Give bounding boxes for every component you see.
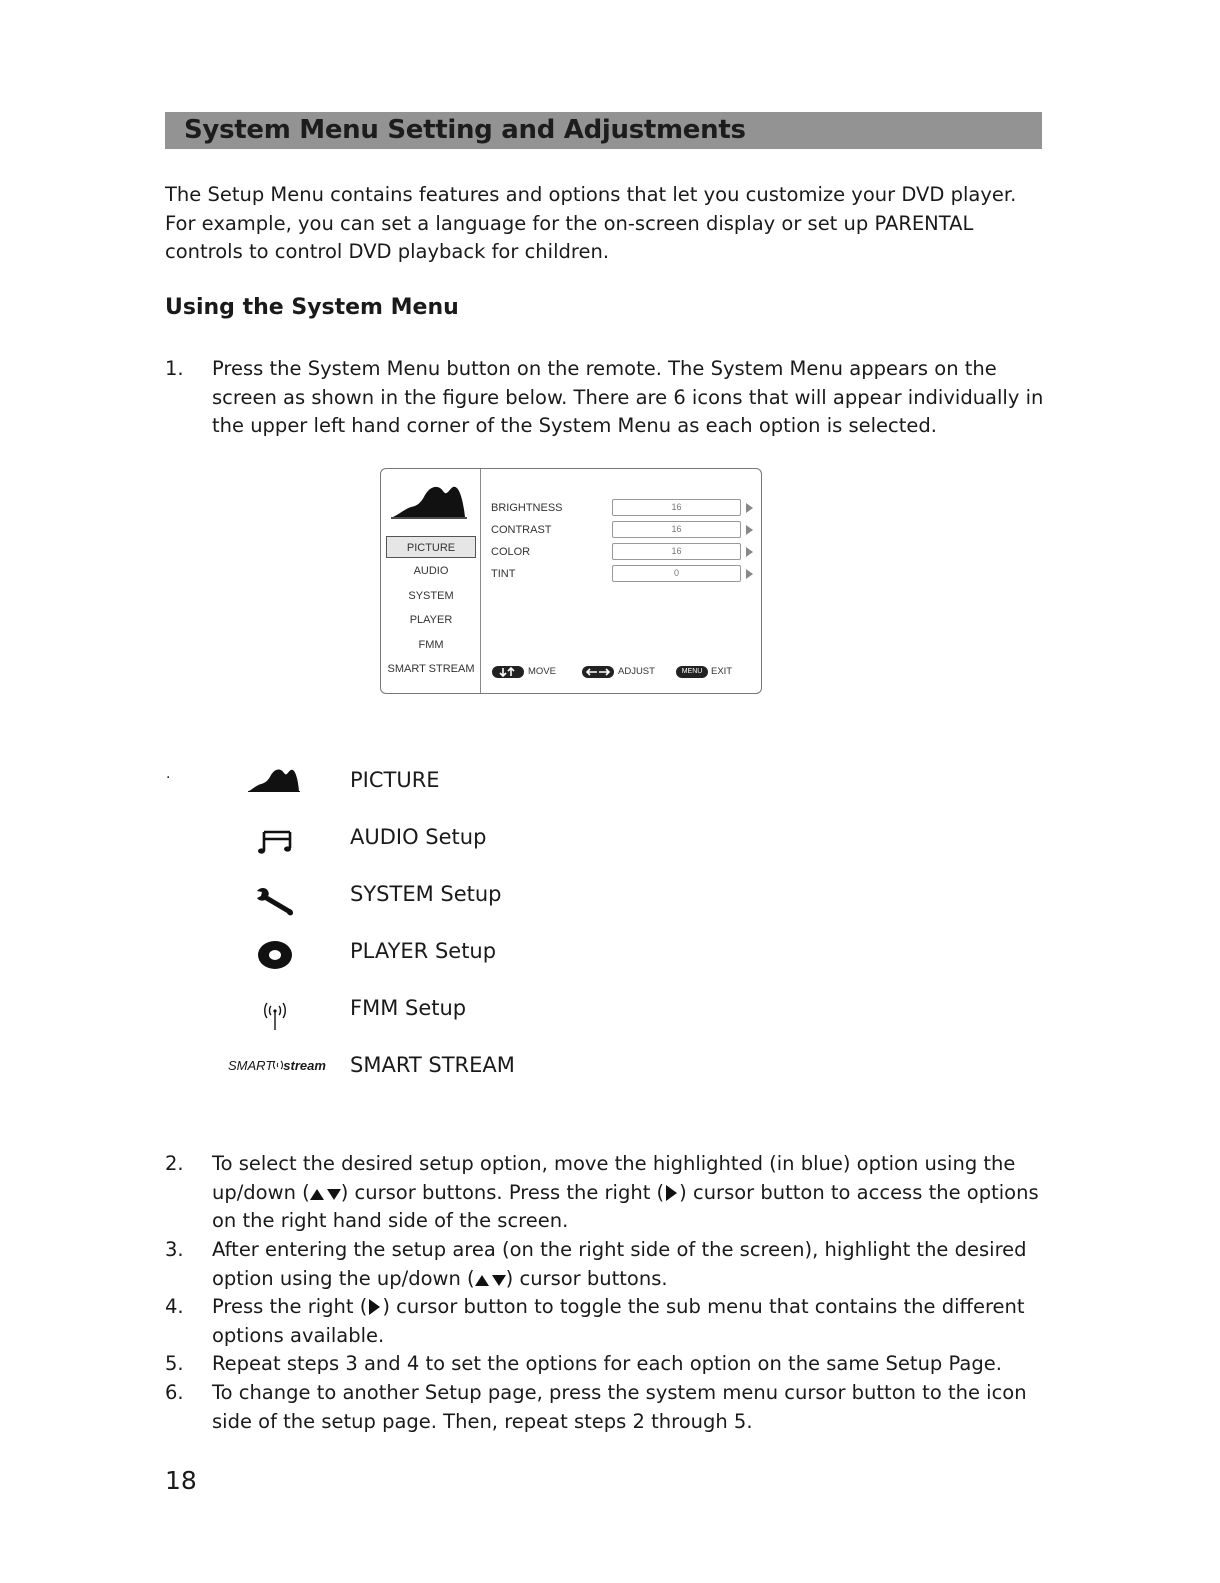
step-number: 1. [165, 357, 184, 380]
picture-icon [391, 479, 467, 519]
step-number: 6. [165, 1381, 184, 1404]
osd-hint-move: MOVE [528, 666, 556, 677]
step-text: After entering the setup area (on the right side of the screen), highlight the desired option using the up/down ( ) cursor buttons. [212, 1238, 1027, 1290]
right-arrow-icon [666, 1185, 677, 1201]
osd-setting-contrast: CONTRAST [491, 524, 552, 536]
legend-label: FMM Setup [350, 996, 467, 1020]
disc-icon [257, 940, 293, 970]
osd-menu-fmm: FMM [418, 639, 444, 651]
logo-text-stream: stream [283, 1058, 326, 1073]
legend-label: AUDIO Setup [350, 825, 487, 849]
step-number: 3. [165, 1238, 184, 1261]
fmm-antenna-icon [262, 999, 288, 1031]
audio-icon [258, 829, 294, 855]
osd-divider [480, 469, 481, 693]
osd-value-color: 16 [612, 543, 741, 560]
osd-hint-adjust: ADJUST [618, 666, 655, 677]
section-title-bar [165, 112, 1042, 149]
signal-icon [273, 1059, 283, 1071]
menu-key-badge: MENU [676, 666, 708, 678]
step-number: 4. [165, 1295, 184, 1318]
up-arrow-icon [475, 1275, 489, 1286]
step-text: To select the desired setup option, move the highlighted (in blue) option using the up/down ( ) cursor buttons. Press the right ( ) cursor button to access the options on the right hand side of the screen. [212, 1152, 1039, 1233]
up-arrow-icon [310, 1189, 324, 1200]
legend-label: PICTURE [350, 768, 440, 792]
intro-paragraph: The Setup Menu contains features and options that let you customize your DVD player. For example, you can set a language for the on-screen display or set up PARENTAL controls to control DVD playback for children. [165, 183, 1017, 263]
step-text: Press the right ( ) cursor button to toggle the sub menu that contains the different options available. [212, 1295, 1025, 1347]
osd-value-tint: 0 [612, 565, 741, 582]
step-text: Press the System Menu button on the remote. The System Menu appears on the screen as shown in the figure below. There are 6 icons that will appear individually in the upper left hand corner of the System Menu as each option is selected. [212, 357, 1044, 438]
osd-menu-player: PLAYER [409, 614, 453, 626]
right-arrow-icon [746, 569, 753, 579]
stray-dot: . [166, 766, 171, 782]
right-arrow-icon [746, 503, 753, 513]
osd-menu-audio: AUDIO [413, 565, 449, 577]
right-arrow-icon [746, 525, 753, 535]
osd-menu-smart-stream: SMART STREAM [387, 663, 475, 675]
page-title: System Menu Setting and Adjustments [184, 115, 746, 145]
legend-label: SMART STREAM [350, 1053, 515, 1077]
osd-hint-exit: EXIT [711, 666, 733, 677]
down-arrow-icon [327, 1189, 341, 1200]
osd-setting-color: COLOR [491, 546, 531, 558]
osd-value-contrast: 16 [612, 521, 741, 538]
wrench-icon [254, 886, 296, 916]
osd-menu-system: SYSTEM [408, 590, 454, 602]
osd-menu-picture: PICTURE [386, 536, 476, 558]
osd-setting-tint: TINT [491, 568, 516, 580]
legend-label: PLAYER Setup [350, 939, 497, 963]
page-number: 18 [165, 1466, 197, 1495]
step-text: Repeat steps 3 and 4 to set the options for each option on the same Setup Page. [212, 1352, 1002, 1375]
smart-stream-logo [228, 1058, 326, 1073]
system-menu-figure [380, 468, 762, 694]
legend-label: SYSTEM Setup [350, 882, 502, 906]
step-number: 5. [165, 1352, 184, 1375]
right-arrow-icon [746, 547, 753, 557]
step-text: To change to another Setup page, press the system menu cursor button to the icon side of the setup page. Then, repeat steps 2 through 5. [212, 1381, 1027, 1433]
left-right-keys-icon [582, 666, 614, 678]
picture-icon [248, 766, 300, 792]
step-number: 2. [165, 1152, 184, 1175]
down-arrow-icon [492, 1275, 506, 1286]
up-down-keys-icon [492, 666, 524, 678]
osd-setting-brightness: BRIGHTNESS [491, 502, 563, 514]
logo-text-smart: SMART [228, 1058, 274, 1073]
osd-value-brightness: 16 [612, 499, 741, 516]
subheading: Using the System Menu [165, 295, 459, 320]
right-arrow-icon [369, 1299, 380, 1315]
